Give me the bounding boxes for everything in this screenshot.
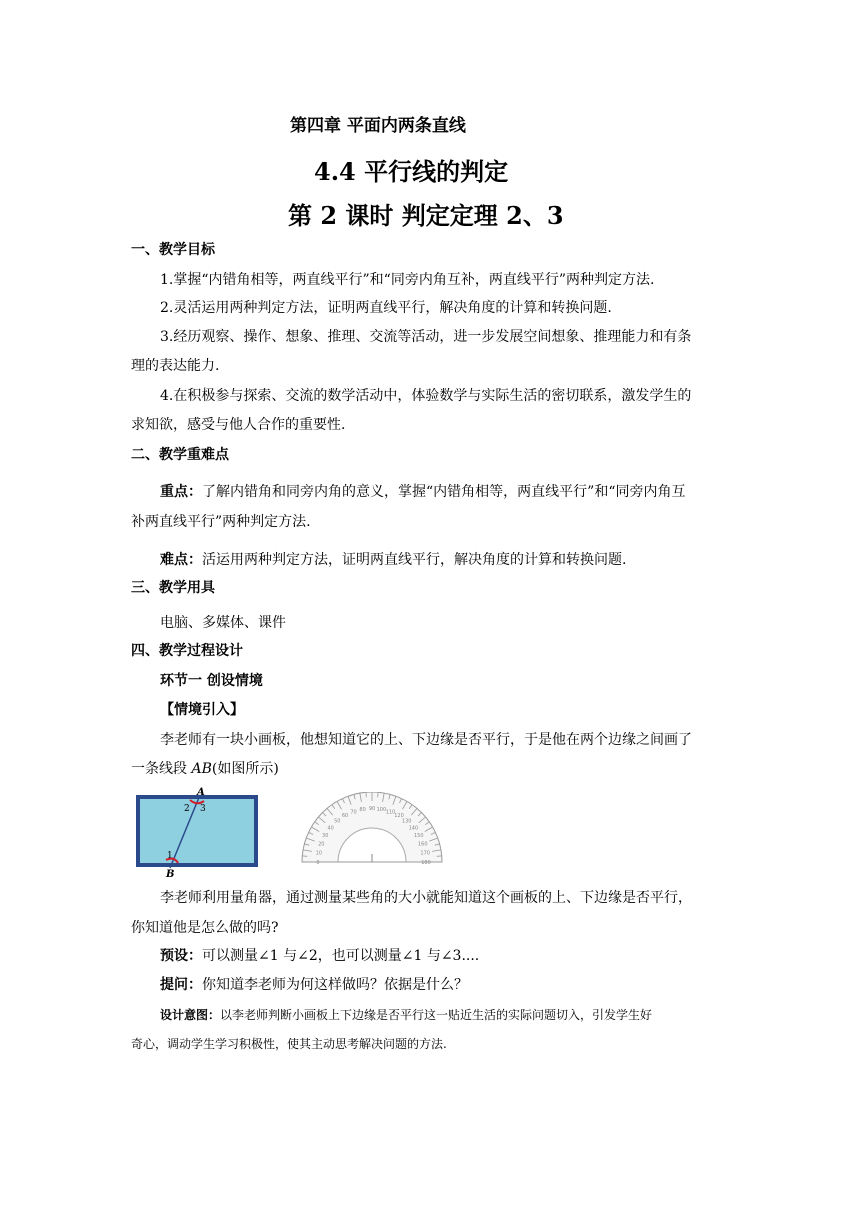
question-text: 你知道李老师为何这样做吗？依据是什么？ [202,977,468,993]
protractor-degree-label: 70 [350,809,357,816]
drawing-board [138,797,256,865]
protractor-degree-label: 90 [368,806,376,812]
difficulty-text: 活运用两种判定方法，证明两直线平行，解决角度的计算和转换问题. [202,552,627,568]
intro-line-1: 李老师有一块小画板，他想知道它的上、下边缘是否平行，于是他在两个边缘之间画了 [160,732,692,748]
drawing-board-figure [130,786,270,878]
protractor-degree-label: 50 [334,818,341,825]
process-heading: 四、教学过程设计 [131,643,243,659]
key-text: 了解内错角和同旁内角的意义，掌握“内错角相等，两直线平行”和“同旁内角互 [202,484,686,500]
goal-item-4: 4.在积极参与探索、交流的数学活动中，体验数学与实际生活的密切联系，激发学生的 [160,388,692,404]
key-point-line-2: 补两直线平行”两种判定方法. [131,514,311,530]
section-title: 4.4 平行线的判定 [314,157,509,186]
preset-line [160,946,479,966]
goal-item-2: 2.灵活运用两种判定方法，证明两直线平行，解决角度的计算和转换问题. [160,300,612,316]
key-point-line-1 [160,482,685,502]
label-a: A [197,787,205,798]
protractor-degree-label: 120 [394,813,404,820]
tools-heading: 三、教学用具 [131,580,215,596]
segment-ab: AB [191,761,212,777]
difficulty-label: 难点： [160,552,202,568]
tools-text: 电脑、多媒体、课件 [160,615,286,631]
goal-item-1: 1.掌握“内错角相等，两直线平行”和“同旁内角互补，两直线平行”两种判定方法. [160,272,655,288]
goals-heading: 一、教学目标 [131,242,215,258]
question-label: 提问： [160,977,202,993]
protractor-degree-label: 0 [316,860,320,866]
question-line [160,975,468,995]
protractor-degree-label: 170 [420,850,430,857]
protractor-degree-label: 140 [408,825,419,832]
preset-label: 预设： [160,948,202,964]
preset-text: 可以测量∠1 与∠2，也可以测量∠1 与∠3.... [202,948,480,964]
design-line-1 [160,1005,652,1025]
protractor-degree-label: 60 [341,813,349,820]
protractor-degree-label: 40 [327,825,334,832]
protractor-figure [298,792,446,868]
protractor-degree-label: 160 [417,841,428,848]
intro-text-c: (如图所示) [211,761,279,777]
design-label: 设计意图： [160,1008,221,1022]
protractor-degree-label: 180 [421,860,431,866]
intro-label: 【情境引入】 [160,702,244,718]
intro-line-2 [131,759,279,779]
protractor-degree-label: 150 [413,833,424,839]
protractor-degree-label: 100 [376,806,387,813]
design-text: 以李老师判断小画板上下边缘是否平行这一贴近生活的实际问题切入，引发学生好 [220,1008,653,1022]
protractor-degree-label: 130 [401,818,412,825]
difficulty-line [160,550,626,570]
label-angle-2: 2 [184,804,190,814]
after-line-1: 李老师利用量角器，通过测量某些角的大小就能知道这个画板的上、下边缘是否平行， [160,890,692,906]
design-line-2: 奇心，调动学生学习积极性，使其主动思考解决问题的方法. [131,1037,447,1051]
protractor-degree-label: 110 [385,809,396,816]
label-angle-3: 3 [200,804,206,814]
label-b: B [166,869,175,878]
after-line-2: 你知道他是怎么做的吗? [131,920,279,936]
keypoints-heading: 二、教学重难点 [131,447,229,463]
stage-title: 环节一 创设情境 [160,673,263,689]
protractor-degree-label: 10 [315,850,323,857]
label-angle-1: 1 [167,851,173,861]
goal-item-3-cont: 理的表达能力. [131,358,220,374]
chapter-title: 第四章 平面内两条直线 [290,116,466,136]
lesson-title: 第 2 课时 判定定理 2、3 [288,201,564,230]
protractor-degree-label: 80 [359,806,366,813]
protractor-degree-label: 20 [318,841,325,848]
goal-item-4-cont: 求知欲，感受与他人合作的重要性. [131,417,346,433]
key-label: 重点： [160,484,202,500]
goal-item-3: 3.经历观察、操作、想象、推理、交流等活动，进一步发展空间想象、推理能力和有条 [160,329,692,345]
protractor-degree-label: 30 [322,833,329,839]
intro-text-a: 一条线段 [131,761,192,777]
